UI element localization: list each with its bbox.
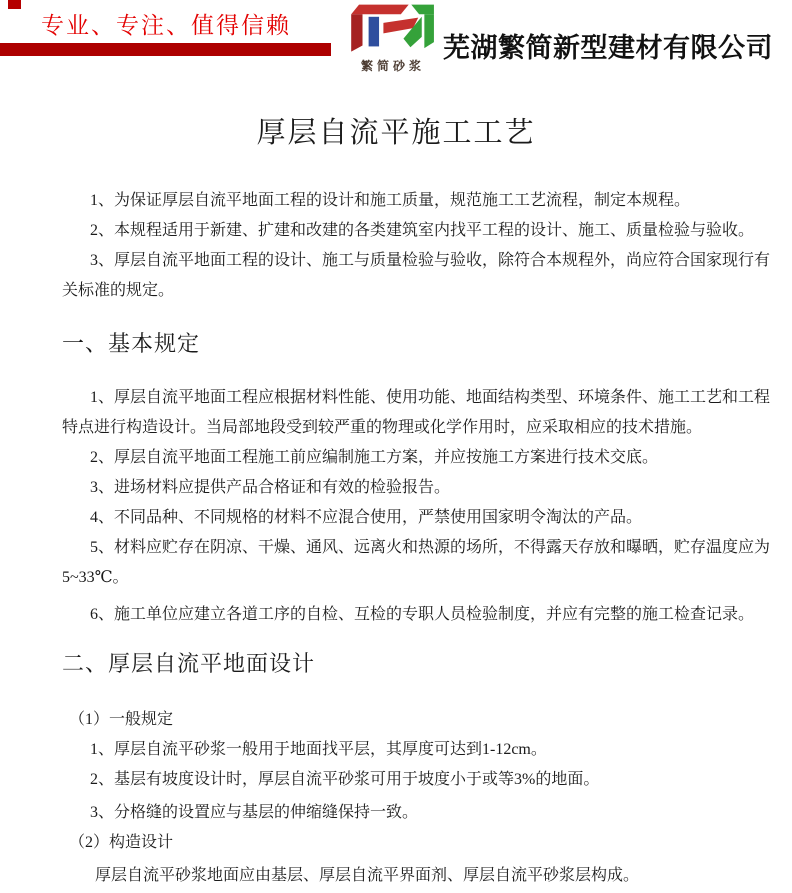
company-logo-icon <box>343 2 443 56</box>
subsection-label-structure-design: （2）构造设计 <box>69 834 174 851</box>
section-1-items <box>62 383 778 630</box>
company-tagline: 专业、专注、值得信赖 <box>41 13 291 38</box>
intro-paragraph: 3、厚层自流平地面工程的设计、施工与质量检验与验收，除符合本规程外，尚应符合国家现行有关标准的规定。 <box>62 252 771 299</box>
intro-paragraph: 1、为保证厚层自流平地面工程的设计和施工质量，规范施工工艺流程，制定本规程。 <box>90 192 691 209</box>
section-heading-floor-design: 二、厚层自流平地面设计 <box>62 651 316 676</box>
logo-green-right-shape <box>424 14 434 48</box>
logo-green-top-shape <box>411 5 434 15</box>
logo-red-top-shape <box>351 5 408 15</box>
section-1-item: 6、施工单位应建立各道工序的自检、互检的专职人员检验制度，并应有完整的施工检查记录。 <box>90 606 755 623</box>
subsection-label-general-rules: （1）一般规定 <box>69 711 174 728</box>
intro-paragraph: 2、本规程适用于新建、扩建和改建的各类建筑室内找平工程的设计、施工、质量检验与验收。 <box>90 222 755 239</box>
document-content <box>62 186 778 891</box>
section-1-item: 1、厚层自流平地面工程应根据材料性能、使用功能、地面结构类型、环境条件、施工工艺和工程特点进行构造设计。当局部地段受到较严重的物理或化学作用时，应采取相应的技术措施。 <box>62 389 771 436</box>
header-divider-bar <box>0 43 331 56</box>
subsection-2-paragraph: 厚层自流平砂浆地面应由基层、厚层自流平界面剂、厚层自流平砂浆层构成。 <box>95 867 640 884</box>
logo-blue-bar-shape <box>369 17 379 47</box>
logo-red-left-shape <box>351 14 362 51</box>
company-name: 芜湖繁简新型建材有限公司 <box>443 33 773 63</box>
subsection-1-item: 1、厚层自流平砂浆一般用于地面找平层，其厚度可达到1-12cm。 <box>90 741 547 758</box>
document-title: 厚层自流平施工工艺 <box>256 117 536 149</box>
subsection-1-item: 2、基层有坡度设计时，厚层自流平砂浆可用于坡度小于或等3%的地面。 <box>90 771 600 788</box>
section-1-item: 3、进场材料应提供产品合格证和有效的检验报告。 <box>90 479 451 496</box>
section-1-item: 4、不同品种、不同规格的材料不应混合使用，严禁使用国家明令淘汰的产品。 <box>90 509 643 526</box>
section-1-item: 5、材料应贮存在阴凉、干燥、通风、远离火和热源的场所，不得露天存放和曝晒，贮存温度应为5~33℃。 <box>62 539 771 586</box>
subsection-1-item: 3、分格缝的设置应与基层的伸缩缝保持一致。 <box>90 804 419 821</box>
logo-caption: 繁简砂浆 <box>360 59 425 73</box>
section-1-item: 2、厚层自流平地面工程施工前应编制施工方案，并应按施工方案进行技术交底。 <box>90 449 659 466</box>
section-heading-basic-rules: 一、基本规定 <box>62 331 201 356</box>
company-logo <box>341 2 445 74</box>
